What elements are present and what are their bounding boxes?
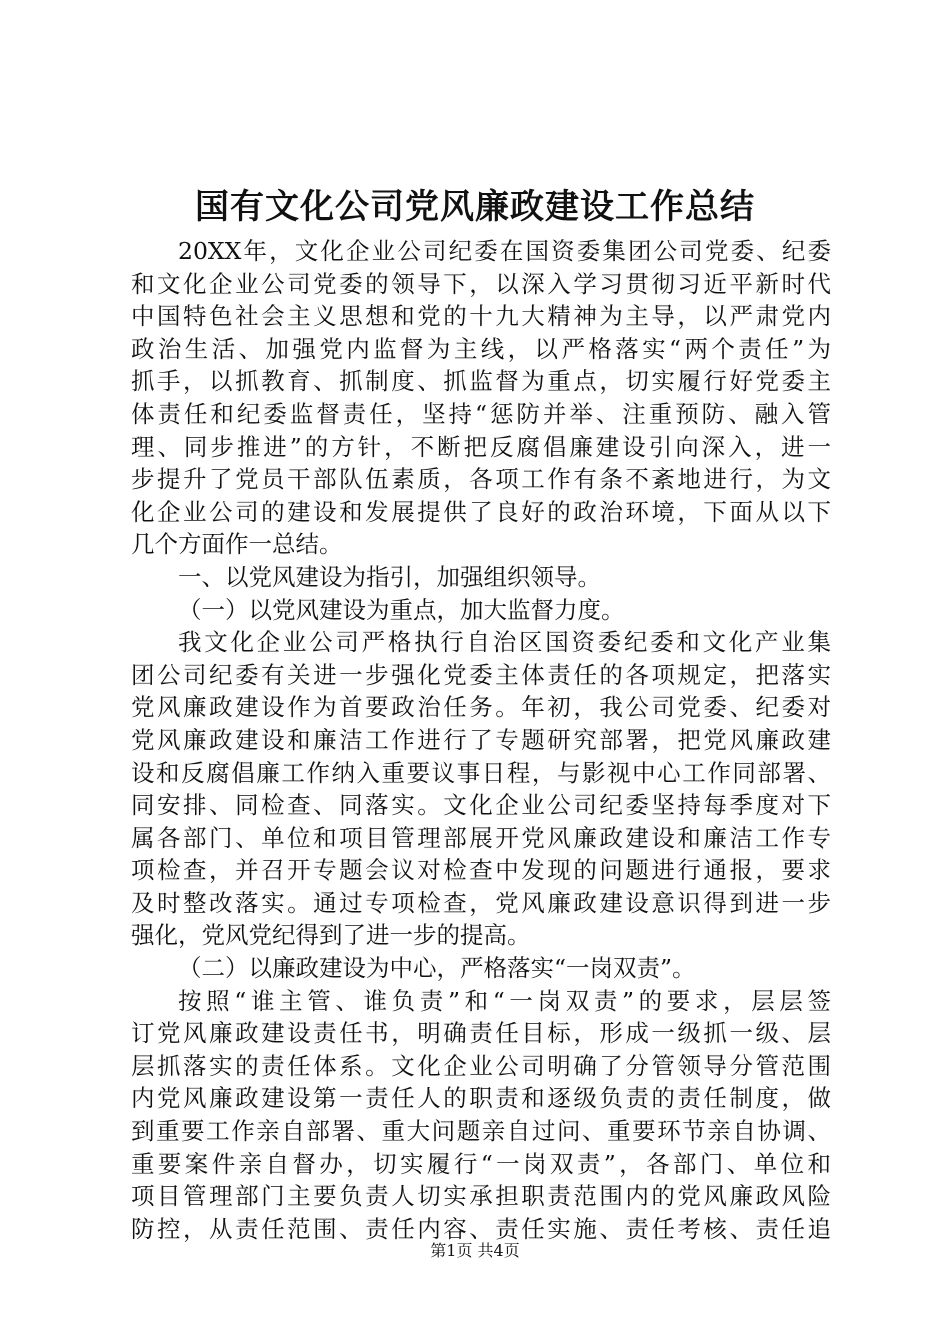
body-line: 和文化企业公司党委的领导下，以深入学习贯彻习近平新时代 bbox=[131, 269, 831, 298]
body-line: 层抓落实的责任体系。文化企业公司明确了分管领导分管范围 bbox=[131, 1051, 831, 1080]
body-line: 体责任和纪委监督责任，坚持“惩防并举、注重预防、融入管 bbox=[131, 399, 831, 428]
body-line: 几个方面作一总结。 bbox=[131, 530, 343, 559]
body-line: 政治生活、加强党内监督为主线，以严格落实“两个责任”为 bbox=[131, 334, 831, 363]
subsection-heading: （二）以廉政建设为中心，严格落实“一岗双责”。 bbox=[178, 954, 696, 983]
body-line: 属各部门、单位和项目管理部展开党风廉政建设和廉洁工作专 bbox=[131, 823, 831, 852]
body-line: 强化，党风党纪得到了进一步的提高。 bbox=[131, 921, 531, 950]
body-line: 到重要工作亲自部署、重大问题亲自过问、重要环节亲自协调、 bbox=[131, 1117, 831, 1146]
body-line: 项目管理部门主要负责人切实承担职责范围内的党风廉政风险 bbox=[131, 1182, 831, 1211]
body-line: 步提升了党员干部队伍素质，各项工作有条不紊地进行，为文 bbox=[131, 465, 831, 494]
body-line: 及时整改落实。通过专项检查，党风廉政建设意识得到进一步 bbox=[131, 888, 831, 917]
body-line: 订党风廉政建设责任书，明确责任目标，形成一级抓一级、层 bbox=[131, 1019, 831, 1048]
body-line: 理、同步推进”的方针，不断把反腐倡廉建设引向深入，进一 bbox=[131, 432, 831, 461]
body-line: 同安排、同检查、同落实。文化企业公司纪委坚持每季度对下 bbox=[131, 791, 831, 820]
body-line: 20XX年，文化企业公司纪委在国资委集团公司党委、纪委 bbox=[178, 237, 831, 265]
document-body bbox=[131, 235, 831, 1245]
body-line: 化企业公司的建设和发展提供了良好的政治环境，下面从以下 bbox=[131, 497, 831, 526]
body-line: 按照“谁主管、谁负责”和“一岗双责”的要求，层层签 bbox=[178, 986, 831, 1015]
body-line: 内党风廉政建设第一责任人的职责和逐级负责的责任制度，做 bbox=[131, 1084, 831, 1113]
body-line: 党风廉政建设作为首要政治任务。年初，我公司党委、纪委对 bbox=[131, 693, 831, 722]
body-line: 项检查，并召开专题会议对检查中发现的问题进行通报，要求 bbox=[131, 856, 831, 885]
body-line: 团公司纪委有关进一步强化党委主体责任的各项规定，把落实 bbox=[131, 660, 831, 689]
subsection-heading: （一）以党风建设为重点，加大监督力度。 bbox=[178, 595, 625, 624]
page-number-footer: 第1页 共4页 bbox=[430, 1241, 520, 1260]
document-title: 国有文化公司党风廉政建设工作总结 bbox=[195, 187, 755, 227]
body-line: 抓手，以抓教育、抓制度、抓监督为重点，切实履行好党委主 bbox=[131, 367, 831, 396]
body-line: 防控，从责任范围、责任内容、责任实施、责任考核、责任追 bbox=[131, 1214, 831, 1243]
body-line: 重要案件亲自督办，切实履行“一岗双责”，各部门、单位和 bbox=[131, 1149, 831, 1178]
body-line: 党风廉政建设和廉洁工作进行了专题研究部署，把党风廉政建 bbox=[131, 725, 831, 754]
body-line: 我文化企业公司严格执行自治区国资委纪委和文化产业集 bbox=[178, 628, 831, 657]
body-line: 设和反腐倡廉工作纳入重要议事日程，与影视中心工作同部署、 bbox=[131, 758, 831, 787]
body-line: 中国特色社会主义思想和党的十九大精神为主导，以严肃党内 bbox=[131, 302, 831, 331]
section-heading: 一、以党风建设为指引，加强组织领导。 bbox=[178, 562, 601, 591]
